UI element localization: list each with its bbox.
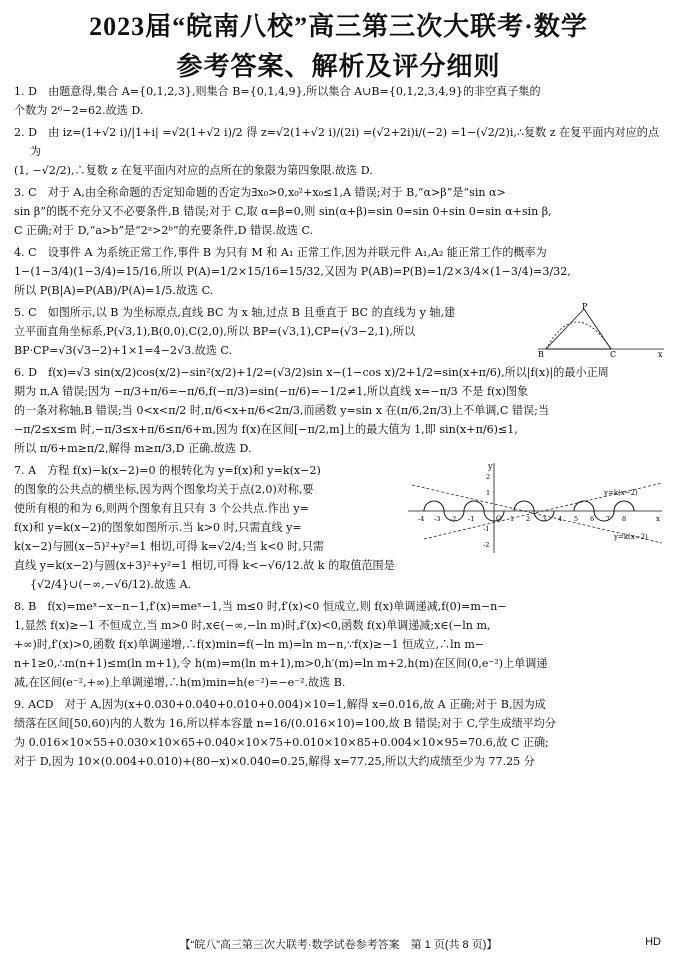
answer-1 <box>14 82 666 120</box>
answer-line: 8. B f(x)=meˣ−x−n−1,f′(x)=meˣ−1,当 m≤0 时,f′(x)<0 恒成立,则 f(x)单调递减,f(0)=m−n− <box>14 600 507 613</box>
answer-line: 9. ACD 对于 A,因为(x+0.030+0.040+0.010+0.004)×10=1,解得 x=0.016,故 A 正确;对于 B,因为成 <box>14 698 546 711</box>
label-line-neg: y=k(x−2) <box>614 533 648 541</box>
answer-line: 所以 P(B|A)=P(AB)/P(A)=1/5.故选 C. <box>14 284 214 297</box>
answer-line: 4. C 设事件 A 为系统正常工作,事件 B 为只有 M 和 A₁ 正常工作,因为并联元件 A₁,A₂ 能正常工作的概率为 <box>14 246 547 259</box>
xtick: -1 <box>468 515 475 523</box>
ytick: -2 <box>483 541 490 549</box>
answer-line: sin β”的既不充分又不必要条件,B 错误;对于 C,取 α=β=0,则 sin(α+β)=sin 0=sin 0+sin 0=sin α+sin β, <box>14 205 552 218</box>
label-y: y <box>488 462 493 471</box>
answer-8 <box>14 597 666 692</box>
xtick: -2 <box>450 515 457 523</box>
answer-line: BP·CP=√3(√3−2)+1×1=4−2√3.故选 C. <box>14 344 233 357</box>
page-title: 2023届“皖南八校”高三第三次大联考·数学 <box>89 12 588 41</box>
answer-line: +∞)时,f′(x)>0,函数 f(x)单调递增,∴f(x)min=f(−ln m)=ln m−n,∵f(x)≥−1 恒成立,∴ln m− <box>14 638 485 651</box>
answer-7 <box>14 461 666 594</box>
xtick: 3 <box>542 515 547 523</box>
answer-line: 直线 y=k(x−2)与圆(x+3)²+y²=1 相切,可得 k<−√6/12.故 k 的取值范围是{√2/4}∪(−∞,−√6/12).故选 A. <box>14 559 395 591</box>
function-graph-figure <box>404 461 666 557</box>
answer-9 <box>14 695 666 771</box>
answer-4 <box>14 243 666 300</box>
answer-line: 2. D 由 iz=(1+√2 i)/|1+i| =√2(1+√2 i)/2 得 z=√2(1+√2 i)/(2i) =(√2+2i)i/(−2) =1−(√2/2)i,∴复数 z 在复平面内对应的点为 <box>14 126 659 158</box>
answer-line: 的图象的公共点的横坐标,因为两个图象均关于点(2,0)对称,要 <box>14 483 314 496</box>
xtick: -4 <box>418 515 425 523</box>
answer-line: 为 0.016×10×55+0.030×10×65+0.040×10×75+0.010×10×85+0.004×10×95=70.6,故 C 正确; <box>14 736 549 749</box>
label-line-pos: y=k(x−2) <box>604 489 638 497</box>
page-footer: 【“皖八”高三第三次大联考·数学试卷参考答案 第 1 页(共 8 页)】 <box>179 939 498 951</box>
answer-line: 1−(1−3/4)(1−3/4)=15/16,所以 P(A)=1/2×15/16=15/32,又因为 P(AB)=P(B)=1/2×3/4×(1−3/4)=3/32, <box>14 265 571 278</box>
ytick: 1 <box>486 489 491 497</box>
xtick: 8 <box>622 515 627 523</box>
answer-3 <box>14 183 666 240</box>
answer-line: 5. C 如图所示,以 B 为坐标原点,直线 BC 为 x 轴,过点 B 且垂直于 BC 的直线为 y 轴,建 <box>14 306 456 319</box>
ytick: -1 <box>483 525 490 533</box>
answer-content <box>14 82 666 774</box>
answer-line: 1,显然 f(x)≥−1 不恒成立,当 m>0 时,x∈(−∞,−ln m)时,f′(x)<0,函数 f(x)单调递减;x∈(−ln m, <box>14 619 491 632</box>
answer-line: f(x)和 y=k(x−2)的图象如图所示.当 k>0 时,只需直线 y= <box>14 521 302 534</box>
answer-line: 7. A 方程 f(x)−k(x−2)=0 的根转化为 y=f(x)和 y=k(x−2) <box>14 464 321 477</box>
answer-line: 1. D 由题意得,集合 A={0,1,2,3},则集合 B={0,1,4,9},所以集合 A∪B={0,1,2,3,4,9}的非空真子集的 <box>14 85 541 98</box>
label-origin: O <box>496 515 502 523</box>
xtick: 7 <box>606 515 611 523</box>
page-subtitle: 参考答案、解析及评分细则 <box>176 52 501 81</box>
answer-line: 3. C 对于 A,由全称命题的否定知命题的否定为∃x₀>0,x₀²+x₀≤1,A 错误;对于 B,“α>β”是“sin α> <box>14 186 506 199</box>
answer-line: 的一条对称轴,B 错误;当 0<x<π/2 时,π/6<x+π/6<2π/3,而函数 y=sin x 在(π/6,2π/3)上不单调,C 错误;当 <box>14 404 549 417</box>
answer-line: 所以 π/6+m≥π/2,解得 m≥π/3,D 正确.故选 D. <box>14 442 252 455</box>
triangle-figure <box>536 303 666 359</box>
answer-line: 个数为 2⁶−2=62.故选 D. <box>14 104 144 117</box>
xtick: 4 <box>558 515 563 523</box>
answer-line: (1, −√2/2),∴复数 z 在复平面内对应的点所在的象限为第四象限.故选 D. <box>14 164 373 177</box>
footer-code: HD <box>645 936 661 948</box>
answer-line: 6. D f(x)=√3 sin(x/2)cos(x/2)−sin²(x/2)+1/2=(√3/2)sin x−(1−cos x)/2+1/2=sin(x+π/6),所以|f(x)|的最小正周 <box>14 366 609 379</box>
ytick: 2 <box>486 473 491 481</box>
answer-line: 减,在区间(e⁻²,+∞)上单调递增,∴h(m)min=h(e⁻²)=−e⁻².故选 B. <box>14 676 346 689</box>
xtick: 1 <box>510 515 515 523</box>
answer-line: 绩落在区间[50,60)内的人数为 16,所以样本容量 n=16/(0.016×10)=100,故 B 错误;对于 C,学生成绩平均分 <box>14 717 556 730</box>
xtick: 2 <box>526 515 531 523</box>
answer-line: n+1≥0,∴m(n+1)≤m(ln m+1),令 h(m)=m(ln m+1),m>0,h′(m)=ln m+2,h(m)在区间(0,e⁻²)上单调递 <box>14 657 548 670</box>
label-b: B <box>538 350 544 359</box>
answer-line: 立平面直角坐标系,P(√3,1),B(0,0),C(2,0),所以 BP=(√3,1),CP=(√3−2,1),所以 <box>14 325 416 338</box>
answer-5 <box>14 303 666 360</box>
label-p: P <box>582 303 588 311</box>
xtick: 6 <box>590 515 595 523</box>
label-c: C <box>610 350 617 359</box>
label-x: x <box>658 350 663 359</box>
xtick: 5 <box>574 515 579 523</box>
answer-2 <box>14 123 666 180</box>
answer-line: 对于 D,因为 10×(0.004+0.010)+(80−x)×0.040=0.25,解得 x=77.25,所以大约成绩至少为 77.25 分 <box>14 755 535 768</box>
answer-line: k(x−2)与圆(x−5)²+y²=1 相切,可得 k=√2/4;当 k<0 时,只需 <box>14 540 324 553</box>
answer-line: 使所有根的和为 6,则两个图象有且只有 3 个公共点.作出 y= <box>14 502 309 515</box>
answer-line: 期为 π,A 错误;因为 −π/3+π/6=−π/6,f(−π/3)=sin(−π/6)=−1/2≠1,所以直线 x=−π/3 不是 f(x)图象 <box>14 385 529 398</box>
label-x: x <box>656 515 660 523</box>
answer-line: C 正确;对于 D,“a>b”是“2ᵃ>2ᵇ”的充要条件,D 错误.故选 C. <box>14 224 314 237</box>
answer-line: −π/2≤x≤m 时,−π/3≤x+π/6≤π/6+m,因为 f(x)在区间[−π/2,m]上的最大值为 1,即 sin(x+π/6)≤1, <box>14 423 518 436</box>
xtick: -3 <box>434 515 441 523</box>
answer-6 <box>14 363 666 458</box>
